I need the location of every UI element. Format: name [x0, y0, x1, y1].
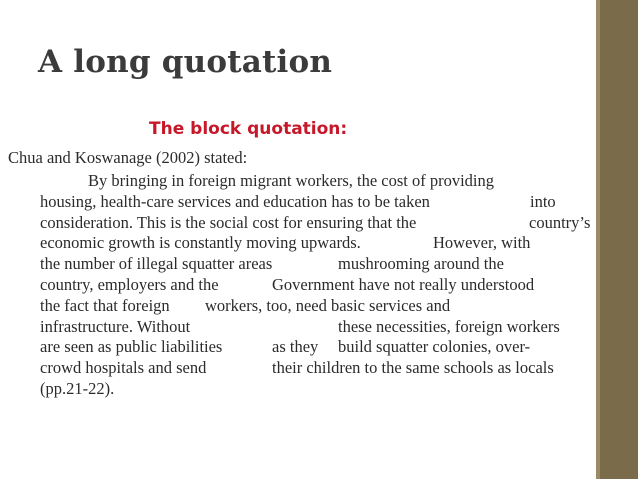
quote-line — [40, 192, 620, 213]
quote-text: the fact that foreign — [40, 295, 170, 315]
quote-text: country, employers and the — [40, 274, 219, 294]
quote-text: as they — [272, 337, 319, 357]
quote-line — [40, 254, 620, 275]
quote-text: consideration. This is the social cost for ensuring that the — [40, 212, 417, 232]
quote-line — [40, 275, 620, 296]
quote-text: their children to the same schools as locals — [272, 358, 554, 378]
quote-text: are seen as public liabilities — [40, 337, 223, 357]
slide-subtitle: The block quotation: — [149, 119, 348, 139]
quote-text: (pp.21-22). — [40, 378, 115, 398]
quote-text: infrastructure. Without — [40, 316, 191, 336]
quote-text: these necessities, foreign workers — [338, 316, 560, 336]
quote-text: mushrooming around the — [338, 254, 504, 274]
quote-text: However, with — [433, 233, 531, 253]
quote-line — [40, 379, 620, 400]
quote-line — [40, 358, 620, 379]
quote-line — [40, 171, 620, 192]
quote-text: build squatter colonies, over- — [338, 337, 531, 357]
quote-text: country’s — [529, 212, 591, 232]
quote-text: into — [530, 191, 556, 211]
quote-line — [40, 213, 620, 234]
quote-intro: Chua and Koswanage (2002) stated: — [8, 148, 248, 167]
quote-text: Government have not really understood — [272, 274, 535, 294]
block-quotation — [40, 171, 620, 400]
quote-text: crowd hospitals and send — [40, 358, 207, 378]
slide-title: A long quotation — [38, 44, 333, 80]
quote-text: housing, health-care services and education has to be taken — [40, 191, 430, 211]
quote-line — [40, 317, 620, 338]
quote-text: By bringing in foreign migrant workers, the cost of providing — [88, 171, 495, 190]
quote-line — [40, 337, 620, 358]
quote-line — [40, 296, 620, 317]
quote-text: workers, too, need basic services and — [205, 295, 451, 315]
quote-line — [40, 233, 620, 254]
quote-text: the number of illegal squatter areas — [40, 254, 273, 274]
quote-text: economic growth is constantly moving upwards. — [40, 233, 361, 253]
